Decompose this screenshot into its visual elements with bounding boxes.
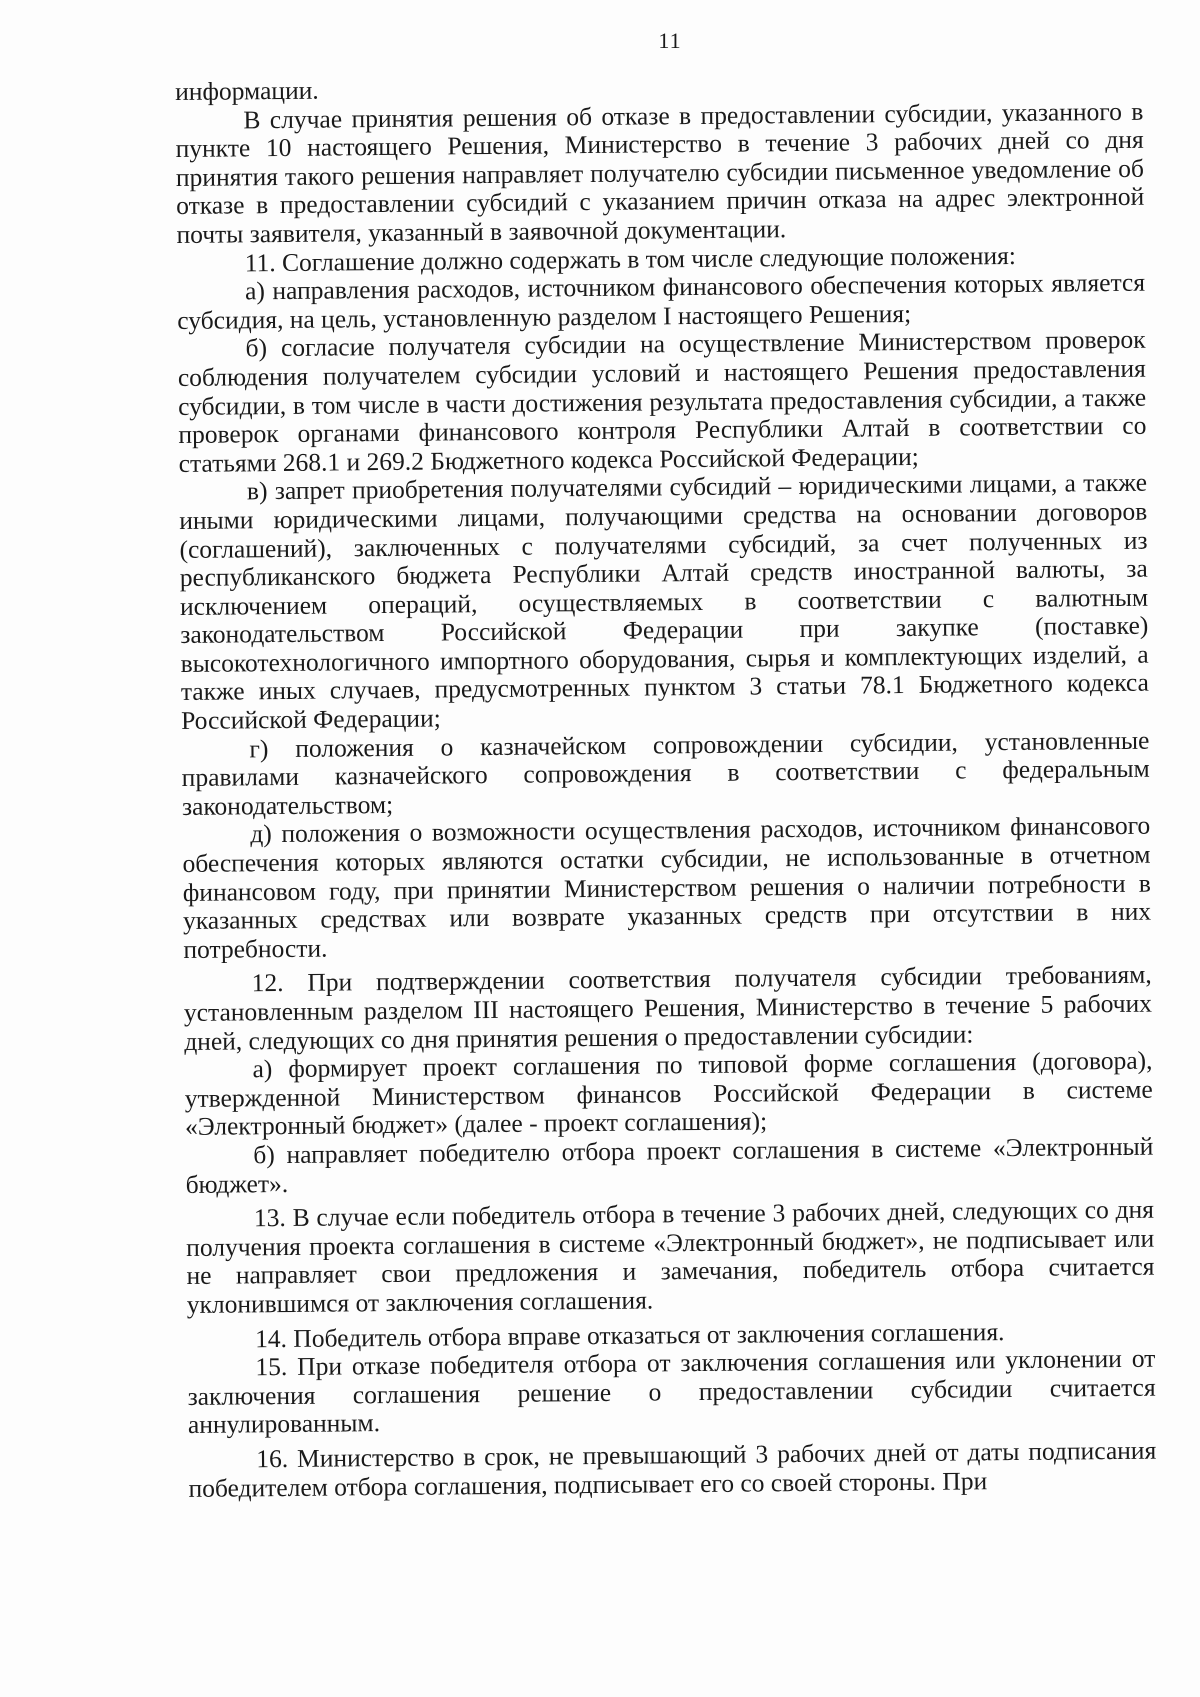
paragraph: 15. При отказе победителя отбора от заключения соглашения или уклонении от заключения соглашения решение о предоставлении субсидии считается аннулированным. <box>187 1343 1156 1440</box>
document-body <box>175 69 1157 1503</box>
paragraph: 11. Соглашение должно содержать в том числе следующие положения: <box>244 240 1016 277</box>
paragraph: 13. В случае если победитель отбора в течение 3 рабочих дней, следующих со дня получения проекта соглашения в системе «Электронный бюджет», не подписывает или не направляет свои предложения и замечания, победитель отбора считается уклонившимся от заключения соглашения. <box>186 1194 1155 1319</box>
paragraph: б) направляет победителю отбора проект соглашения в системе «Электронный бюджет». <box>185 1131 1154 1199</box>
paragraph: г) положения о казначейском сопровождении субсидии, установленные правилами казначейского сопровождения в соответствии с федеральным законодательством; <box>181 725 1150 821</box>
paragraph: информации. <box>174 75 319 106</box>
paragraph: В случае принятия решения об отказе в предоставлении субсидии, указанного в пункте 10 настоящего Решения, Министерство в течение 3 рабочих дней со дня принятия такого решения направляет получателю субсидии письменное уведомление об отказе в предоставлении субсидий с указанием причин отказа на адрес электронной почты заявителя, указанный в заявочной документации. <box>175 96 1145 249</box>
paragraph: б) согласие получателя субсидии на осуществление Министерством проверок соблюдения получателем субсидии условий и настоящего Решения предоставления субсидии, в том числе в части достижения результата предоставления субсидии, а также проверок органами финансового контроля Республики Алтай в соответствии со статьями 268.1 и 269.2 Бюджетного кодекса Российской Федерации; <box>177 325 1147 478</box>
paragraph: а) формирует проект соглашения по типовой форме соглашения (договора), утвержденной Министерством финансов Российской Федерации в системе «Электронный бюджет» (далее - проект соглашения); <box>184 1045 1153 1142</box>
paragraph: в) запрет приобретения получателями субсидий – юридическими лицами, а также иными юридическими лицами, получающими средства на основании договоров (соглашений), заключенных с получателями субсидий, за счет полученных из республиканского бюджета Республики Алтай средств иностранной валюты, за исключением операций, осуществляемых в соответствии с валютным законодательством Российской Федерации при закупке (поставке) высокотехнологичного импортного оборудования, сырья и комплектующих изделий, а также иных случаев, предусмотренных пунктом 3 статьи 78.1 Бюджетного кодекса Российской Федерации; <box>179 468 1149 736</box>
page-number: 11 <box>658 28 682 53</box>
paragraph: д) положения о возможности осуществления расходов, источником финансового обеспечения которых являются остатки субсидии, не использованные в отчетном финансовом году, при принятии Министерством решения о наличии потребности в указанных средствах или возврате указанных средств при отсутствии в них потребности. <box>182 811 1152 964</box>
paragraph: 16. Министерство в срок, не превышающий 3 рабочих дней от даты подписания победителем отбора соглашения, подписывает его со своей стороны. При <box>188 1435 1157 1503</box>
paragraph: 14. Победитель отбора вправе отказаться от заключения соглашения. <box>254 1316 1005 1353</box>
paragraph: а) направления расходов, источником финансового обеспечения которых является субсидия, на цель, установленную разделом I настоящего Решения; <box>177 267 1146 335</box>
paragraph: 12. При подтверждении соответствия получателя субсидии требованиям, установленным разделом III настоящего Решения, Министерство в течение 5 рабочих дней, следующих со дня принятия решения о предоставлении субсидии: <box>183 960 1153 1056</box>
